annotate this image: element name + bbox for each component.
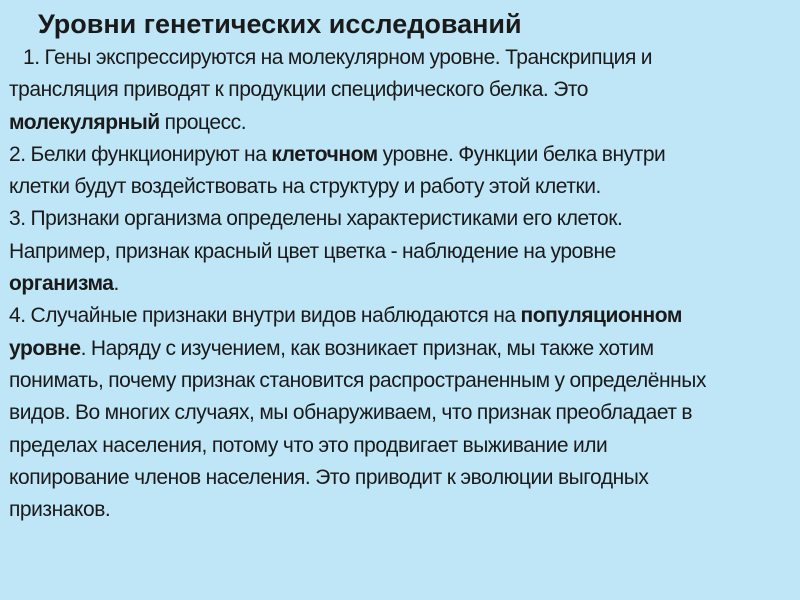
paragraph-4-line-1 (9, 300, 789, 332)
paragraph-3-line-3 (9, 268, 789, 300)
bold-term-level: уровне (9, 336, 81, 360)
slide-body (9, 42, 789, 526)
paragraph-4-line-4: видов. Во многих случаях, мы обнаруживаем, что признак преобладает в (9, 401, 693, 425)
paragraph-1-line-3-rest: процесс. (159, 110, 247, 134)
paragraph-3-line-3-end: . (113, 272, 119, 296)
paragraph-4-line-6: копирование членов населения. Это приводит к эволюции выгодных (9, 465, 649, 489)
bold-term-organism: организма (9, 272, 114, 296)
paragraph-4-line-7: признаков. (9, 498, 111, 522)
paragraph-2-line-2: клетки будут воздействовать на структуру и работу этой клетки. (9, 175, 601, 199)
paragraph-2-line-1-start: 2. Белки функционируют на (9, 142, 272, 166)
bold-term-cellular: клеточном (271, 142, 378, 166)
bold-term-population: популяционном (520, 304, 682, 328)
paragraph-2-line-1 (9, 139, 789, 171)
paragraph-3-line-2: Например, признак красный цвет цветка - наблюдение на уровне (9, 239, 616, 263)
slide-title: Уровни генетических исследований (38, 9, 522, 39)
bold-term-molecular: молекулярный (9, 110, 160, 134)
paragraph-4-line-3: понимать, почему признак становится распространенным у определённых (9, 368, 706, 392)
paragraph-1-line-2: трансляция приводят к продукции специфического белка. Это (9, 78, 588, 102)
paragraph-2-line-1-end: уровне. Функции белка внутри (377, 142, 666, 166)
paragraph-3-line-1: 3. Признаки организма определены характеристиками его клеток. (9, 207, 623, 231)
paragraph-4-line-5: пределах населения, потому что это продвигает выживание или (9, 433, 608, 457)
paragraph-1-line-1: 1. Гены экспрессируются на молекулярном уровне. Транскрипция и (23, 46, 653, 69)
paragraph-4-line-2-rest: . Наряду с изучением, как возникает признак, мы также хотим (80, 336, 654, 360)
paragraph-4-line-1-start: 4. Случайные признаки внутри видов наблюдаются на (9, 304, 521, 328)
paragraph-4-line-2 (9, 333, 789, 365)
paragraph-1-line-3 (9, 107, 789, 139)
